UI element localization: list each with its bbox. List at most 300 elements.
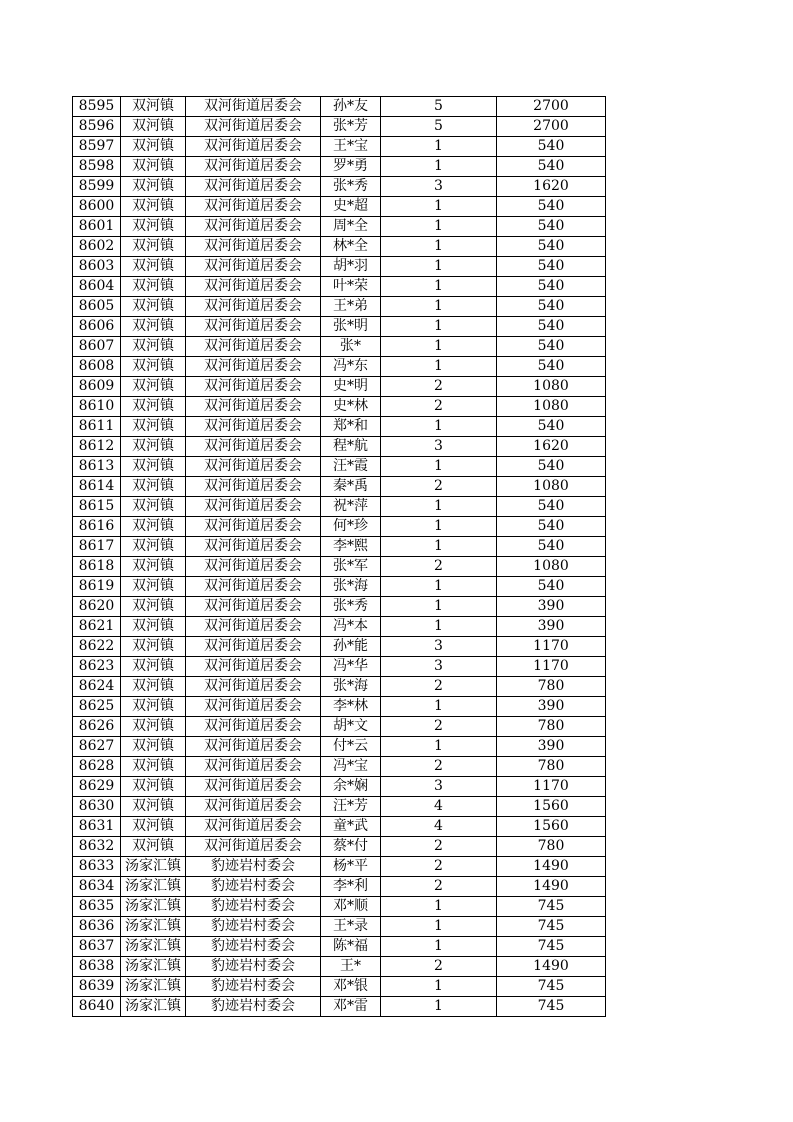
town-cell: 双河镇 [121, 377, 186, 397]
committee-cell: 豹迹岩村委会 [186, 997, 321, 1017]
name-cell: 何*珍 [321, 517, 381, 537]
town-cell: 汤家汇镇 [121, 957, 186, 977]
committee-cell: 双河街道居委会 [186, 137, 321, 157]
count-cell: 2 [381, 397, 497, 417]
count-cell: 2 [381, 377, 497, 397]
committee-cell: 双河街道居委会 [186, 637, 321, 657]
amount-cell: 540 [497, 497, 606, 517]
town-cell: 双河镇 [121, 537, 186, 557]
table-row [73, 977, 606, 997]
committee-cell: 豹迹岩村委会 [186, 877, 321, 897]
table-row [73, 437, 606, 457]
count-cell: 1 [381, 297, 497, 317]
name-cell: 张*海 [321, 577, 381, 597]
row-number-cell: 8637 [73, 937, 121, 957]
town-cell: 双河镇 [121, 417, 186, 437]
town-cell: 双河镇 [121, 457, 186, 477]
table-row [73, 217, 606, 237]
amount-cell: 745 [497, 997, 606, 1017]
amount-cell: 390 [497, 737, 606, 757]
row-number-cell: 8604 [73, 277, 121, 297]
name-cell: 王* [321, 957, 381, 977]
committee-cell: 双河街道居委会 [186, 377, 321, 397]
name-cell: 罗*勇 [321, 157, 381, 177]
committee-cell: 双河街道居委会 [186, 97, 321, 117]
table-row [73, 417, 606, 437]
name-cell: 冯*东 [321, 357, 381, 377]
row-number-cell: 8635 [73, 897, 121, 917]
row-number-cell: 8597 [73, 137, 121, 157]
town-cell: 双河镇 [121, 117, 186, 137]
count-cell: 1 [381, 997, 497, 1017]
row-number-cell: 8615 [73, 497, 121, 517]
count-cell: 3 [381, 777, 497, 797]
town-cell: 双河镇 [121, 277, 186, 297]
table-row [73, 157, 606, 177]
row-number-cell: 8632 [73, 837, 121, 857]
count-cell: 2 [381, 557, 497, 577]
row-number-cell: 8630 [73, 797, 121, 817]
name-cell: 冯*本 [321, 617, 381, 637]
amount-cell: 1080 [497, 377, 606, 397]
name-cell: 付*云 [321, 737, 381, 757]
table-row [73, 197, 606, 217]
table-row [73, 737, 606, 757]
name-cell: 冯*宝 [321, 757, 381, 777]
amount-cell: 1560 [497, 817, 606, 837]
table-row [73, 617, 606, 637]
row-number-cell: 8626 [73, 717, 121, 737]
count-cell: 2 [381, 857, 497, 877]
amount-cell: 780 [497, 717, 606, 737]
count-cell: 1 [381, 917, 497, 937]
count-cell: 1 [381, 417, 497, 437]
committee-cell: 双河街道居委会 [186, 177, 321, 197]
table-row [73, 357, 606, 377]
count-cell: 1 [381, 697, 497, 717]
table-row [73, 857, 606, 877]
row-number-cell: 8634 [73, 877, 121, 897]
town-cell: 双河镇 [121, 397, 186, 417]
table-row [73, 997, 606, 1017]
row-number-cell: 8606 [73, 317, 121, 337]
committee-cell: 双河街道居委会 [186, 737, 321, 757]
amount-cell: 540 [497, 157, 606, 177]
table-body [73, 97, 606, 1017]
committee-cell: 双河街道居委会 [186, 117, 321, 137]
row-number-cell: 8625 [73, 697, 121, 717]
count-cell: 2 [381, 757, 497, 777]
amount-cell: 1560 [497, 797, 606, 817]
committee-cell: 双河街道居委会 [186, 617, 321, 637]
name-cell: 张*秀 [321, 597, 381, 617]
town-cell: 双河镇 [121, 557, 186, 577]
count-cell: 3 [381, 177, 497, 197]
row-number-cell: 8600 [73, 197, 121, 217]
count-cell: 2 [381, 837, 497, 857]
committee-cell: 双河街道居委会 [186, 497, 321, 517]
town-cell: 双河镇 [121, 337, 186, 357]
count-cell: 1 [381, 537, 497, 557]
committee-cell: 双河街道居委会 [186, 797, 321, 817]
committee-cell: 双河街道居委会 [186, 297, 321, 317]
town-cell: 双河镇 [121, 817, 186, 837]
town-cell: 汤家汇镇 [121, 897, 186, 917]
row-number-cell: 8631 [73, 817, 121, 837]
amount-cell: 780 [497, 757, 606, 777]
row-number-cell: 8638 [73, 957, 121, 977]
town-cell: 双河镇 [121, 777, 186, 797]
amount-cell: 390 [497, 697, 606, 717]
count-cell: 1 [381, 317, 497, 337]
row-number-cell: 8602 [73, 237, 121, 257]
name-cell: 王*弟 [321, 297, 381, 317]
name-cell: 蔡*付 [321, 837, 381, 857]
name-cell: 叶*荣 [321, 277, 381, 297]
amount-cell: 1080 [497, 397, 606, 417]
table-row [73, 897, 606, 917]
name-cell: 张*明 [321, 317, 381, 337]
table-row [73, 577, 606, 597]
town-cell: 双河镇 [121, 297, 186, 317]
committee-cell: 豹迹岩村委会 [186, 917, 321, 937]
table-row [73, 297, 606, 317]
committee-cell: 双河街道居委会 [186, 777, 321, 797]
town-cell: 双河镇 [121, 317, 186, 337]
table-row [73, 597, 606, 617]
amount-cell: 2700 [497, 97, 606, 117]
name-cell: 张*海 [321, 677, 381, 697]
committee-cell: 双河街道居委会 [186, 677, 321, 697]
data-table [72, 96, 606, 1017]
name-cell: 邓*顺 [321, 897, 381, 917]
committee-cell: 双河街道居委会 [186, 157, 321, 177]
name-cell: 邓*雷 [321, 997, 381, 1017]
name-cell: 程*航 [321, 437, 381, 457]
table-row [73, 777, 606, 797]
name-cell: 陈*福 [321, 937, 381, 957]
name-cell: 林*全 [321, 237, 381, 257]
count-cell: 2 [381, 677, 497, 697]
town-cell: 双河镇 [121, 577, 186, 597]
committee-cell: 双河街道居委会 [186, 317, 321, 337]
name-cell: 汪*芳 [321, 797, 381, 817]
amount-cell: 540 [497, 317, 606, 337]
table-row [73, 137, 606, 157]
count-cell: 1 [381, 217, 497, 237]
committee-cell: 双河街道居委会 [186, 357, 321, 377]
row-number-cell: 8599 [73, 177, 121, 197]
committee-cell: 双河街道居委会 [186, 557, 321, 577]
name-cell: 童*武 [321, 817, 381, 837]
name-cell: 余*娴 [321, 777, 381, 797]
name-cell: 冯*华 [321, 657, 381, 677]
table-row [73, 397, 606, 417]
table-row [73, 917, 606, 937]
table-row [73, 97, 606, 117]
table-row [73, 817, 606, 837]
town-cell: 双河镇 [121, 437, 186, 457]
row-number-cell: 8617 [73, 537, 121, 557]
table-row [73, 277, 606, 297]
amount-cell: 1080 [497, 557, 606, 577]
committee-cell: 双河街道居委会 [186, 337, 321, 357]
amount-cell: 540 [497, 537, 606, 557]
row-number-cell: 8628 [73, 757, 121, 777]
name-cell: 史*林 [321, 397, 381, 417]
amount-cell: 745 [497, 937, 606, 957]
committee-cell: 双河街道居委会 [186, 257, 321, 277]
row-number-cell: 8616 [73, 517, 121, 537]
name-cell: 邓*银 [321, 977, 381, 997]
name-cell: 胡*羽 [321, 257, 381, 277]
town-cell: 汤家汇镇 [121, 917, 186, 937]
count-cell: 3 [381, 657, 497, 677]
count-cell: 2 [381, 477, 497, 497]
table-row [73, 797, 606, 817]
table-row [73, 657, 606, 677]
row-number-cell: 8613 [73, 457, 121, 477]
count-cell: 4 [381, 817, 497, 837]
row-number-cell: 8633 [73, 857, 121, 877]
table-row [73, 957, 606, 977]
committee-cell: 双河街道居委会 [186, 657, 321, 677]
amount-cell: 540 [497, 197, 606, 217]
committee-cell: 双河街道居委会 [186, 237, 321, 257]
amount-cell: 745 [497, 917, 606, 937]
amount-cell: 390 [497, 597, 606, 617]
table-row [73, 937, 606, 957]
amount-cell: 745 [497, 977, 606, 997]
name-cell: 郑*和 [321, 417, 381, 437]
count-cell: 1 [381, 197, 497, 217]
count-cell: 1 [381, 597, 497, 617]
table-row [73, 537, 606, 557]
row-number-cell: 8636 [73, 917, 121, 937]
row-number-cell: 8596 [73, 117, 121, 137]
committee-cell: 双河街道居委会 [186, 757, 321, 777]
row-number-cell: 8624 [73, 677, 121, 697]
committee-cell: 豹迹岩村委会 [186, 937, 321, 957]
committee-cell: 双河街道居委会 [186, 397, 321, 417]
committee-cell: 双河街道居委会 [186, 837, 321, 857]
town-cell: 双河镇 [121, 797, 186, 817]
town-cell: 双河镇 [121, 717, 186, 737]
amount-cell: 1490 [497, 857, 606, 877]
amount-cell: 540 [497, 277, 606, 297]
committee-cell: 双河街道居委会 [186, 597, 321, 617]
row-number-cell: 8610 [73, 397, 121, 417]
table-row [73, 837, 606, 857]
row-number-cell: 8603 [73, 257, 121, 277]
name-cell: 胡*文 [321, 717, 381, 737]
amount-cell: 1170 [497, 657, 606, 677]
committee-cell: 双河街道居委会 [186, 817, 321, 837]
name-cell: 史*超 [321, 197, 381, 217]
town-cell: 双河镇 [121, 637, 186, 657]
amount-cell: 1170 [497, 637, 606, 657]
town-cell: 双河镇 [121, 757, 186, 777]
committee-cell: 双河街道居委会 [186, 537, 321, 557]
count-cell: 1 [381, 497, 497, 517]
town-cell: 双河镇 [121, 217, 186, 237]
town-cell: 双河镇 [121, 837, 186, 857]
row-number-cell: 8621 [73, 617, 121, 637]
table-row [73, 677, 606, 697]
town-cell: 双河镇 [121, 697, 186, 717]
row-number-cell: 8623 [73, 657, 121, 677]
amount-cell: 745 [497, 897, 606, 917]
table-row [73, 117, 606, 137]
town-cell: 汤家汇镇 [121, 937, 186, 957]
amount-cell: 390 [497, 617, 606, 637]
name-cell: 张* [321, 337, 381, 357]
row-number-cell: 8619 [73, 577, 121, 597]
amount-cell: 540 [497, 457, 606, 477]
amount-cell: 540 [497, 417, 606, 437]
count-cell: 1 [381, 277, 497, 297]
town-cell: 双河镇 [121, 137, 186, 157]
name-cell: 李*熙 [321, 537, 381, 557]
row-number-cell: 8607 [73, 337, 121, 357]
count-cell: 1 [381, 337, 497, 357]
committee-cell: 豹迹岩村委会 [186, 977, 321, 997]
town-cell: 双河镇 [121, 177, 186, 197]
town-cell: 双河镇 [121, 257, 186, 277]
amount-cell: 1170 [497, 777, 606, 797]
row-number-cell: 8611 [73, 417, 121, 437]
count-cell: 1 [381, 257, 497, 277]
amount-cell: 540 [497, 357, 606, 377]
name-cell: 张*芳 [321, 117, 381, 137]
count-cell: 1 [381, 617, 497, 637]
count-cell: 3 [381, 637, 497, 657]
count-cell: 1 [381, 457, 497, 477]
table-row [73, 477, 606, 497]
count-cell: 1 [381, 577, 497, 597]
town-cell: 汤家汇镇 [121, 857, 186, 877]
table-row [73, 177, 606, 197]
amount-cell: 780 [497, 677, 606, 697]
count-cell: 5 [381, 117, 497, 137]
name-cell: 张*秀 [321, 177, 381, 197]
amount-cell: 540 [497, 137, 606, 157]
table-row [73, 557, 606, 577]
town-cell: 双河镇 [121, 197, 186, 217]
committee-cell: 双河街道居委会 [186, 197, 321, 217]
count-cell: 2 [381, 877, 497, 897]
amount-cell: 540 [497, 577, 606, 597]
committee-cell: 双河街道居委会 [186, 457, 321, 477]
town-cell: 双河镇 [121, 357, 186, 377]
table-row [73, 757, 606, 777]
town-cell: 汤家汇镇 [121, 977, 186, 997]
committee-cell: 双河街道居委会 [186, 277, 321, 297]
amount-cell: 780 [497, 837, 606, 857]
table-row [73, 637, 606, 657]
town-cell: 双河镇 [121, 517, 186, 537]
amount-cell: 540 [497, 237, 606, 257]
amount-cell: 540 [497, 517, 606, 537]
table-row [73, 337, 606, 357]
row-number-cell: 8639 [73, 977, 121, 997]
count-cell: 4 [381, 797, 497, 817]
name-cell: 周*全 [321, 217, 381, 237]
amount-cell: 1620 [497, 177, 606, 197]
name-cell: 李*林 [321, 697, 381, 717]
row-number-cell: 8618 [73, 557, 121, 577]
name-cell: 汪*霞 [321, 457, 381, 477]
table-row [73, 237, 606, 257]
row-number-cell: 8640 [73, 997, 121, 1017]
town-cell: 双河镇 [121, 597, 186, 617]
table-row [73, 877, 606, 897]
count-cell: 1 [381, 137, 497, 157]
name-cell: 孙*能 [321, 637, 381, 657]
amount-cell: 1620 [497, 437, 606, 457]
table-row [73, 517, 606, 537]
amount-cell: 540 [497, 257, 606, 277]
name-cell: 祝*萍 [321, 497, 381, 517]
committee-cell: 豹迹岩村委会 [186, 857, 321, 877]
committee-cell: 双河街道居委会 [186, 477, 321, 497]
town-cell: 双河镇 [121, 497, 186, 517]
row-number-cell: 8629 [73, 777, 121, 797]
count-cell: 5 [381, 97, 497, 117]
row-number-cell: 8620 [73, 597, 121, 617]
name-cell: 杨*平 [321, 857, 381, 877]
town-cell: 双河镇 [121, 97, 186, 117]
town-cell: 双河镇 [121, 617, 186, 637]
name-cell: 张*军 [321, 557, 381, 577]
committee-cell: 豹迹岩村委会 [186, 897, 321, 917]
row-number-cell: 8598 [73, 157, 121, 177]
name-cell: 李*利 [321, 877, 381, 897]
count-cell: 1 [381, 937, 497, 957]
count-cell: 1 [381, 737, 497, 757]
table-row [73, 457, 606, 477]
committee-cell: 双河街道居委会 [186, 437, 321, 457]
amount-cell: 2700 [497, 117, 606, 137]
row-number-cell: 8614 [73, 477, 121, 497]
row-number-cell: 8601 [73, 217, 121, 237]
town-cell: 双河镇 [121, 677, 186, 697]
committee-cell: 双河街道居委会 [186, 697, 321, 717]
town-cell: 双河镇 [121, 477, 186, 497]
committee-cell: 双河街道居委会 [186, 217, 321, 237]
name-cell: 孙*友 [321, 97, 381, 117]
count-cell: 1 [381, 977, 497, 997]
amount-cell: 1080 [497, 477, 606, 497]
committee-cell: 豹迹岩村委会 [186, 957, 321, 977]
count-cell: 1 [381, 357, 497, 377]
name-cell: 秦*禹 [321, 477, 381, 497]
row-number-cell: 8605 [73, 297, 121, 317]
row-number-cell: 8612 [73, 437, 121, 457]
count-cell: 1 [381, 237, 497, 257]
town-cell: 双河镇 [121, 737, 186, 757]
count-cell: 3 [381, 437, 497, 457]
town-cell: 汤家汇镇 [121, 997, 186, 1017]
count-cell: 1 [381, 157, 497, 177]
table-row [73, 497, 606, 517]
table-row [73, 717, 606, 737]
count-cell: 2 [381, 957, 497, 977]
town-cell: 汤家汇镇 [121, 877, 186, 897]
town-cell: 双河镇 [121, 157, 186, 177]
row-number-cell: 8608 [73, 357, 121, 377]
count-cell: 2 [381, 717, 497, 737]
